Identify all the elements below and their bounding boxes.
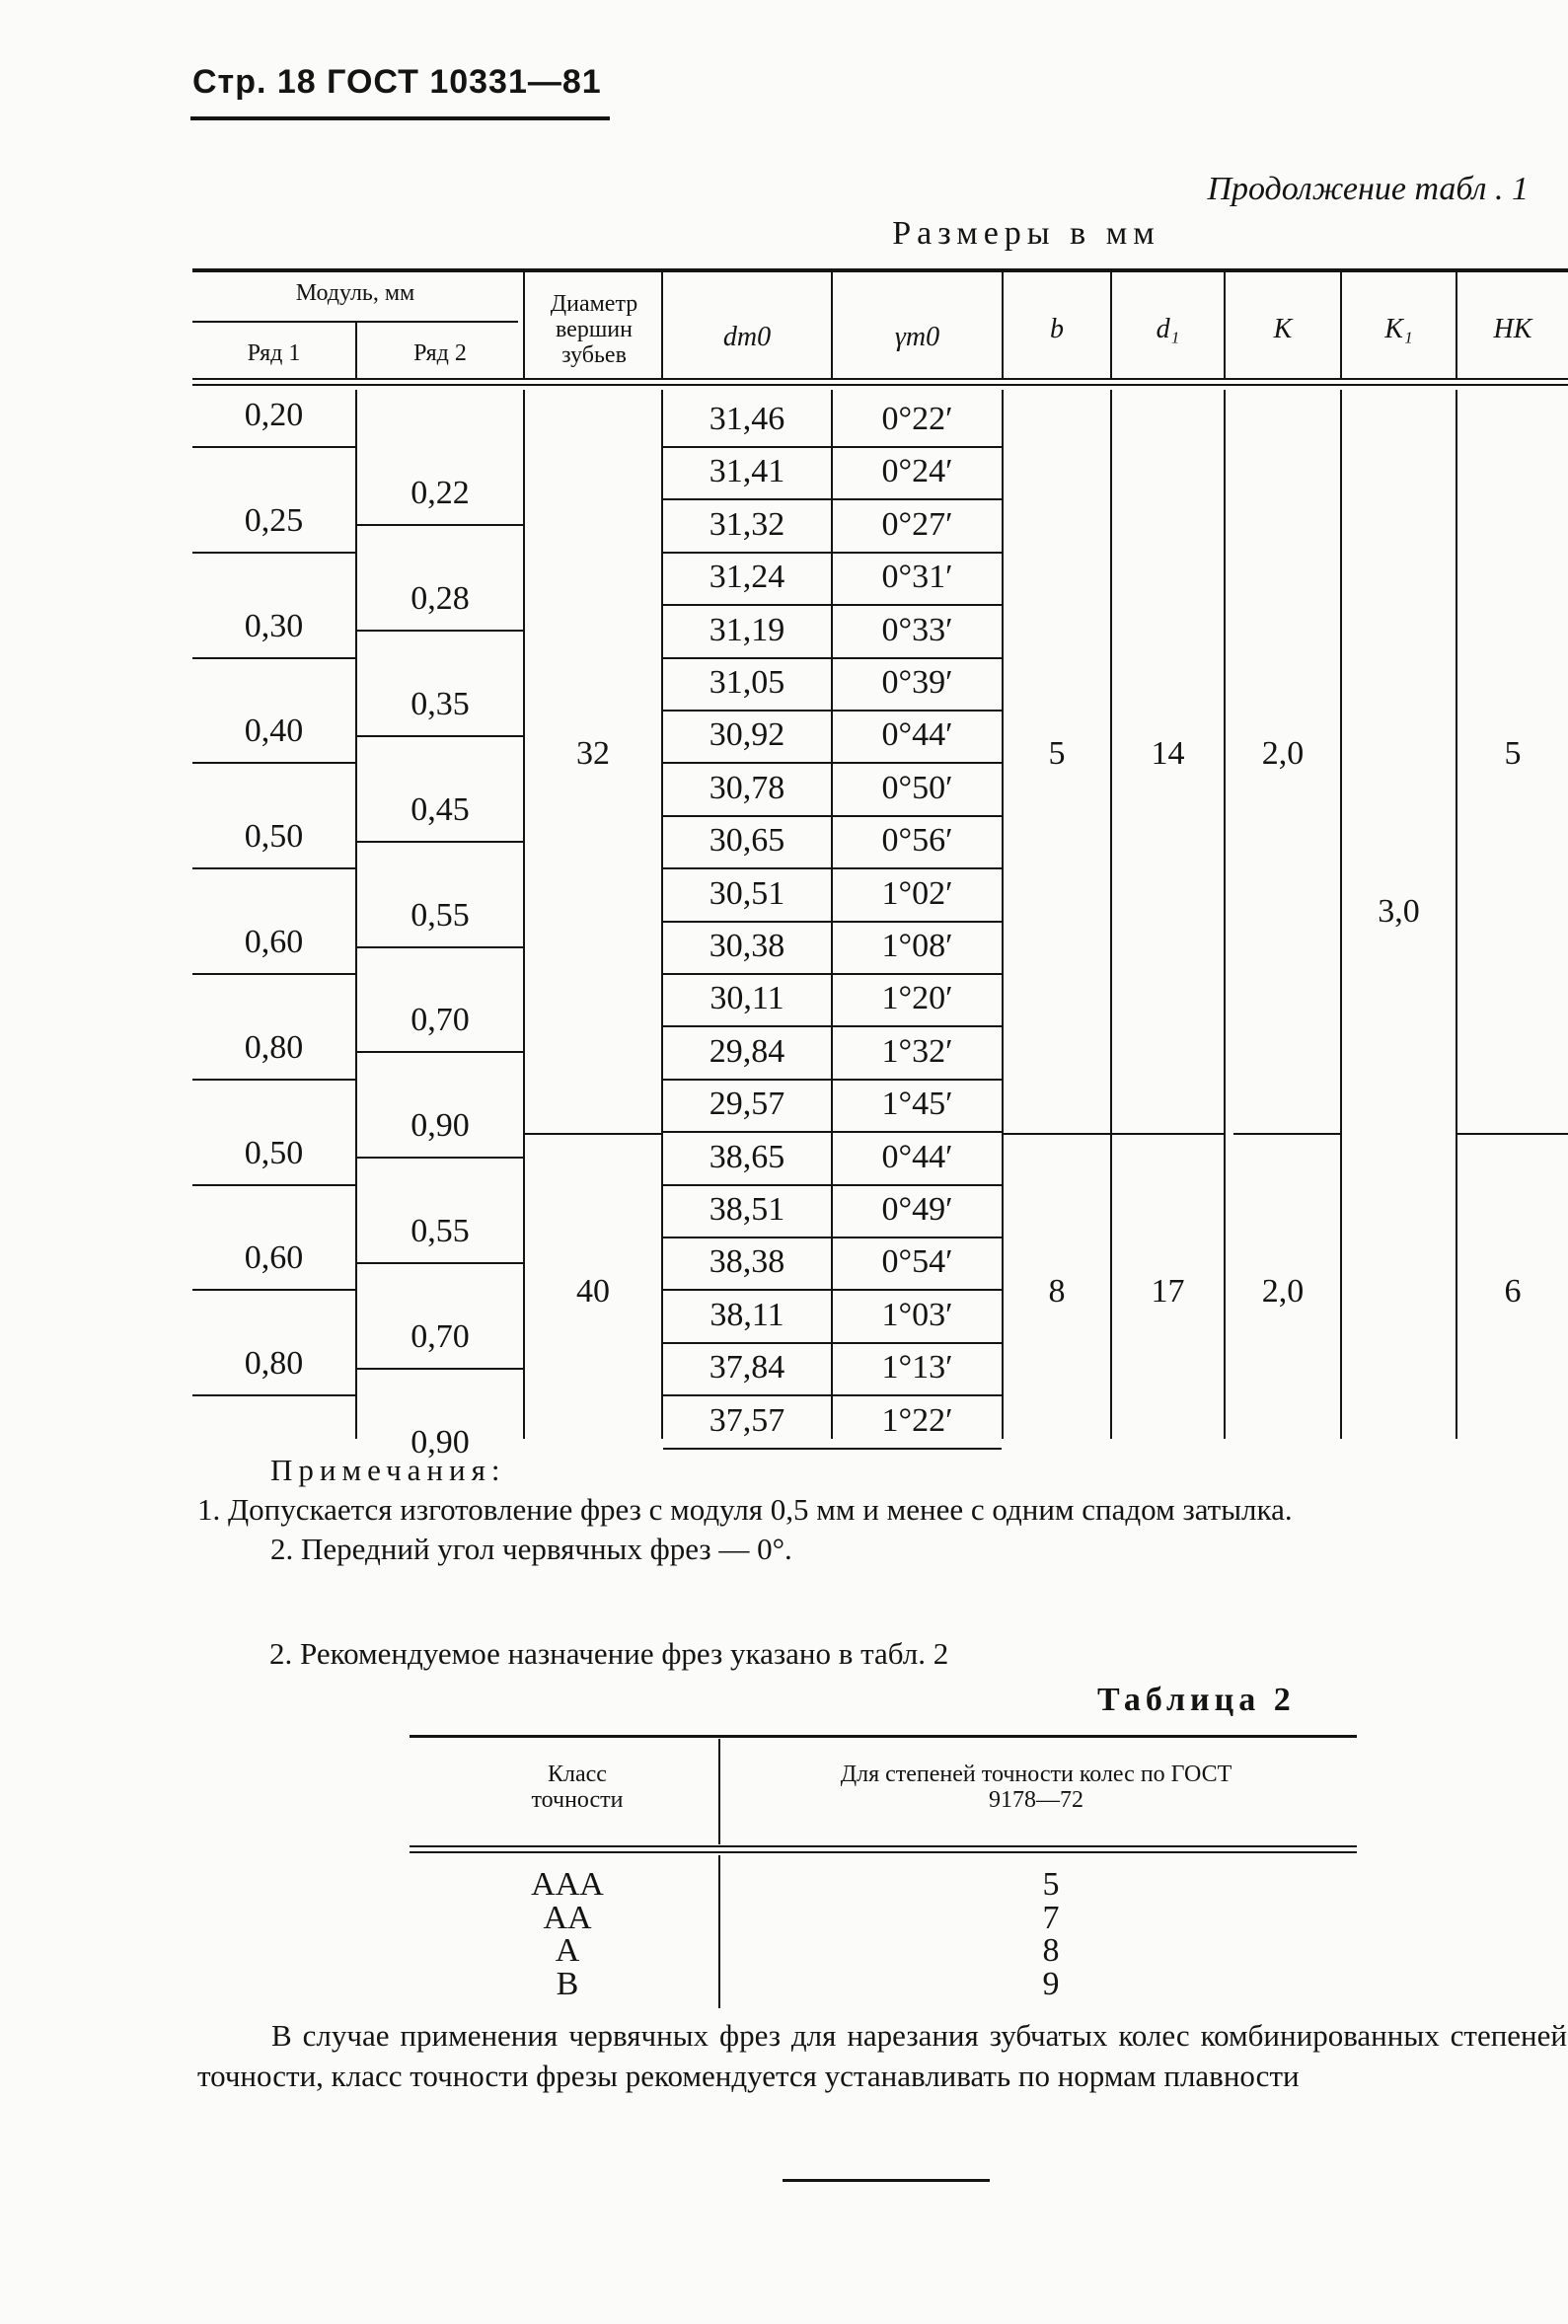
group1-d1: 14 — [1151, 735, 1185, 772]
group2-k: 2,0 — [1261, 1273, 1305, 1310]
module-row1-cell: 0,40 — [244, 712, 304, 750]
gamma-cell: 0°54′ — [881, 1243, 953, 1281]
module-row2-cell: 0,35 — [411, 686, 470, 722]
module-row2-cell: 0,28 — [411, 580, 470, 618]
header-b: b — [1050, 314, 1064, 344]
header-gamma-m0: γm0 — [894, 322, 940, 352]
gamma-cell: 1°03′ — [881, 1296, 953, 1333]
gamma-cell: 0°44′ — [881, 1138, 953, 1175]
module-row2-cell: 0,55 — [411, 1213, 470, 1249]
table2-class-cell: A — [555, 1932, 580, 1969]
table-continuation-label: Продолжение табл . 1 — [1207, 171, 1529, 207]
group2-b: 8 — [1048, 1273, 1066, 1310]
header-tip-diameter: Диаметр вершин зубьев — [550, 291, 638, 368]
table2-class-cell: AA — [543, 1899, 592, 1936]
table2-top-rule — [410, 1735, 1357, 1738]
table2-divider — [718, 1739, 720, 1844]
dm0-cell: 29,57 — [709, 1086, 785, 1123]
dm0-cell: 38,11 — [709, 1296, 784, 1333]
dm0-cell: 38,65 — [709, 1138, 785, 1175]
gamma-cell: 0°24′ — [881, 453, 953, 490]
dm0-cell: 29,84 — [709, 1032, 785, 1070]
dm0-cell: 31,05 — [709, 664, 785, 701]
dm0-cell: 38,38 — [709, 1243, 785, 1281]
note-item-1: 1. Допускается изготовление фрез с модуля 0,5 мм и менее с одним спадом затылка. — [197, 1492, 1293, 1527]
dm0-cell: 30,92 — [709, 716, 785, 754]
module-row2-cell: 0,55 — [411, 896, 470, 934]
table2-header-degree: Для степеней точности колес по ГОСТ 9178—72 — [840, 1762, 1232, 1813]
dm0-cell: 30,38 — [709, 928, 785, 964]
module-row2-cell: 0,90 — [411, 1107, 470, 1145]
header-hk: HK — [1493, 314, 1532, 344]
gamma-cell: 0°22′ — [881, 401, 953, 437]
k1-value: 3,0 — [1378, 893, 1420, 930]
dm0-cell: 37,57 — [709, 1401, 785, 1439]
dm0-cell: 30,51 — [709, 874, 785, 912]
module-row2-cell: 0,70 — [411, 1002, 470, 1039]
dm0-cell: 30,78 — [709, 769, 785, 806]
dm0-cell: 31,41 — [709, 453, 785, 490]
gamma-cell: 1°20′ — [881, 980, 953, 1017]
module-row1-cell: 0,20 — [244, 397, 304, 433]
dm0-cell: 31,32 — [709, 505, 785, 543]
dm0-cell: 37,84 — [709, 1349, 785, 1387]
module-row2-cell: 0,70 — [411, 1317, 470, 1355]
dm0-cell: 30,11 — [709, 980, 784, 1017]
page-header: Стр. 18 ГОСТ 10331—81 — [192, 63, 602, 101]
table2-header-class: Класс точности — [531, 1762, 624, 1813]
module-row1-cell: 0,50 — [244, 818, 304, 856]
table-units-caption: Размеры в мм — [892, 215, 1160, 252]
gamma-cell: 0°49′ — [881, 1191, 953, 1228]
recommendation-text: 2. Рекомендуемое назначение фрез указано в табл. 2 — [269, 1636, 949, 1671]
gamma-cell: 1°22′ — [881, 1401, 953, 1439]
gamma-cell: 0°27′ — [881, 505, 953, 543]
gamma-cell: 0°50′ — [881, 769, 953, 806]
module-row2-cell: 0,22 — [411, 475, 470, 512]
table2-degree-cell: 9 — [1042, 1965, 1060, 2002]
gamma-cell: 1°32′ — [881, 1032, 953, 1070]
dm0-cell: 31,46 — [709, 401, 785, 437]
final-paragraph — [197, 2015, 1567, 2096]
header-row-1: Ряд 1 — [247, 340, 301, 366]
module-row1-cell: 0,60 — [244, 924, 304, 960]
gamma-cell: 1°02′ — [881, 874, 953, 912]
header-dm0: dm0 — [722, 322, 772, 352]
gamma-cell: 0°56′ — [881, 822, 953, 860]
module-row2-cell: 0,45 — [411, 790, 470, 828]
module-row1-cell: 0,60 — [244, 1239, 304, 1277]
dm0-cell: 31,24 — [709, 559, 785, 596]
dm0-cell: 31,19 — [709, 611, 785, 648]
table2-header-rule — [410, 1845, 1357, 1847]
gamma-cell: 0°39′ — [881, 664, 953, 701]
gamma-cell: 0°33′ — [881, 611, 953, 648]
group2-hk: 6 — [1504, 1273, 1522, 1310]
group1-hk: 5 — [1504, 735, 1522, 772]
group2-diameter: 40 — [576, 1273, 610, 1310]
table2-class-cell: AAA — [531, 1866, 604, 1903]
module-row1-cell: 0,80 — [244, 1028, 304, 1066]
final-paragraph-text: В случае применения червячных фрез для нарезания зубчатых колес комбинированных степеней точности, класс точности фрезы рекомендуется устанавливать по нормам плавности — [197, 2018, 1567, 2093]
table2-header-rule-2 — [410, 1851, 1357, 1853]
module-row1-cell: 0,50 — [244, 1134, 304, 1171]
gamma-cell: 0°44′ — [881, 716, 953, 754]
table2-divider — [718, 1855, 720, 2008]
table2-degree-cell: 7 — [1042, 1899, 1060, 1936]
table2-degree-cell: 8 — [1042, 1932, 1060, 1969]
group1-b: 5 — [1048, 735, 1066, 772]
module-row2-cell: 0,90 — [411, 1423, 470, 1461]
header-d1: d₁ — [1156, 314, 1180, 344]
group1-k: 2,0 — [1261, 735, 1305, 772]
gamma-cell: 1°08′ — [881, 928, 953, 964]
gamma-cell: 1°45′ — [881, 1086, 953, 1123]
module-row1-cell: 0,30 — [244, 607, 304, 644]
module-row1-cell: 0,25 — [244, 501, 304, 539]
dm0-cell: 30,65 — [709, 822, 785, 860]
module-row1-cell: 0,80 — [244, 1345, 304, 1383]
dm0-cell: 38,51 — [709, 1191, 785, 1228]
group1-diameter: 32 — [576, 735, 610, 772]
footer-rule — [783, 2179, 990, 2182]
header-module: Модуль, мм — [295, 280, 415, 306]
note-item-2: 2. Передний угол червячных фрез — 0°. — [270, 1532, 792, 1566]
gamma-cell: 0°31′ — [881, 559, 953, 596]
table2-class-cell: B — [556, 1965, 579, 2002]
header-k: K — [1273, 314, 1293, 344]
table2-degree-cell: 5 — [1042, 1866, 1060, 1903]
header-row-2: Ряд 2 — [413, 340, 467, 366]
header-k1: K₁ — [1384, 314, 1413, 344]
group2-d1: 17 — [1151, 1273, 1185, 1310]
gamma-cell: 1°13′ — [881, 1349, 953, 1387]
table-2-title: Таблица 2 — [1097, 1682, 1296, 1718]
notes-title: Примечания: — [270, 1453, 506, 1487]
